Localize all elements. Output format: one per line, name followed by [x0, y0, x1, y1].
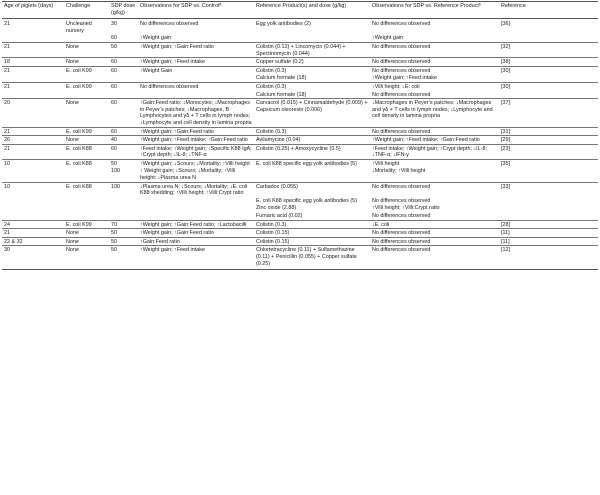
cell-obs-control: ↑Weight Gain: [138, 66, 254, 74]
cell-reference: [499, 212, 598, 220]
cell-reference: [30]: [499, 66, 598, 74]
cell-age: 30: [2, 246, 64, 270]
cell-obs-reference: No differences observed: [372, 91, 431, 98]
cell-obs-control: [138, 197, 254, 205]
cell-obs-control: ↑Weight gain; ↑Gain:Feed ratio: [138, 127, 254, 136]
cell-ref-product: Colistin (0.15): [254, 229, 370, 238]
cell-reference: [499, 204, 598, 212]
cell-challenge: E. coli K88: [64, 182, 109, 197]
table-header: [2, 2, 598, 19]
cell-age: 10: [2, 159, 64, 167]
cell-obs-reference: No differences observed: [372, 197, 431, 204]
cell-challenge: None: [64, 58, 109, 67]
table-row: [2, 66, 598, 74]
header-age: Age of piglets (days): [2, 2, 64, 19]
table-row: [2, 159, 598, 167]
cell-challenge: [64, 212, 109, 220]
table-row: [2, 182, 598, 197]
cell-obs-reference: No differences observed: [372, 21, 431, 28]
cell-challenge: [64, 74, 109, 82]
cell-dose: [109, 197, 138, 205]
cell-ref-product: Colistin (0.3): [254, 220, 370, 229]
cell-obs-reference: ↑Weight gain; ↑Feed intake; ↑Gain:Feed ratio: [370, 136, 499, 145]
header-sdp-dose: SDP dose (g/kg): [109, 2, 138, 19]
cell-obs-reference: No differences observed: [370, 127, 499, 136]
cell-age: 21: [4, 21, 10, 28]
cell-reference: [29]: [499, 136, 598, 145]
table-row: [2, 58, 598, 67]
cell-reference: [499, 74, 598, 82]
cell-ref-product: Fumaric acid (0.02): [256, 213, 303, 220]
cell-dose: 60: [109, 58, 138, 67]
cell-ref-product: Calcium formate (18): [256, 75, 307, 82]
cell-obs-control: [138, 204, 254, 212]
cell-dose: 50: [109, 42, 138, 57]
table-row: [2, 82, 598, 90]
cell-dose: [109, 204, 138, 212]
cell-ref-product: Carvacrol (0.015) + Cinnamaldehyde (0.009) + Capsicum oleoresin (0.006): [254, 99, 370, 127]
cell-challenge: None: [64, 136, 109, 145]
cell-age: [2, 212, 64, 220]
header-observations-reference: Observations for SDP vs. Reference Productᵇ: [370, 2, 499, 19]
cell-ref-product: E. coli K88 specific egg yolk antibodies (5): [256, 197, 357, 204]
cell-dose: 100: [111, 168, 120, 175]
cell-age: 18: [2, 58, 64, 67]
table-row: [2, 197, 598, 205]
cell-obs-control: ↑Weight gain; ↑Gain:Feed ratio: [138, 229, 254, 238]
cell-obs-control: ↓Plasma urea N; ↓Scours; ↓Mortality; ↓E. coli K88 shedding; ↑Villi height; ↑Villi:Crypt ratio: [138, 182, 254, 197]
cell-challenge: E. coli K99: [64, 66, 109, 74]
cell-challenge: [64, 197, 109, 205]
cell-dose: 60: [109, 99, 138, 127]
cell-reference: [38]: [499, 58, 598, 67]
cell-reference: [499, 91, 598, 99]
cell-challenge: None: [64, 42, 109, 57]
cell-age: [2, 167, 64, 182]
cell-age: 21: [2, 144, 64, 159]
cell-age: 26: [2, 136, 64, 145]
cell-reference: [28]: [499, 220, 598, 229]
cell-dose: 60: [109, 144, 138, 159]
cell-ref-product: Chlortetracycline (0.11) + Sulfamethazine (0.11) + Penicillin (0.055) + Copper sulfate (0.25): [254, 246, 370, 270]
cell-reference: [499, 167, 598, 182]
cell-dose: 50: [109, 237, 138, 246]
cell-dose: 70: [109, 220, 138, 229]
cell-obs-reference: No differences observed: [370, 246, 499, 270]
cell-obs-reference: No differences observed: [370, 237, 499, 246]
results-table: [2, 1, 598, 270]
cell-obs-control: [138, 91, 254, 99]
cell-obs-control: ↑Weight gain: [140, 35, 172, 42]
cell-dose: 100: [109, 182, 138, 197]
cell-ref-product: Colistin (0.3): [254, 82, 370, 90]
table-row: [2, 34, 598, 42]
cell-ref-product: [254, 34, 370, 42]
cell-ref-product: E. coli K88 specific egg yolk antibodies (5): [254, 159, 370, 167]
cell-reference: [11]: [499, 237, 598, 246]
cell-obs-control: ↑Weight gain; ↑Gain:Feed ratio: [138, 42, 254, 57]
cell-dose: [109, 212, 138, 220]
cell-age: [2, 74, 64, 82]
cell-reference: [37]: [499, 99, 598, 127]
table-row: [2, 229, 598, 238]
cell-obs-control: No differences observed: [138, 82, 254, 90]
cell-reference: [36]: [501, 21, 510, 28]
header-observations-control: Observations for SDP vs. Controlª: [138, 2, 254, 19]
table-row: [2, 212, 598, 220]
cell-ref-product: Colistin (0.15): [254, 237, 370, 246]
table-row: [2, 204, 598, 212]
cell-age: 21: [2, 82, 64, 90]
cell-age: [2, 91, 64, 99]
cell-ref-product: Colistin (0.3): [254, 66, 370, 74]
cell-obs-reference: ↑Villi height; ↓E. coli: [370, 82, 499, 90]
cell-obs-reference: ↑Villi height; ↑Villi:Crypt ratio: [372, 205, 440, 212]
cell-obs-control: [138, 74, 254, 82]
cell-dose: 50: [109, 246, 138, 270]
cell-dose: 60: [109, 66, 138, 74]
cell-age: 20: [2, 99, 64, 127]
table-row: [2, 19, 598, 35]
cell-dose: 60: [109, 82, 138, 90]
cell-age: 21: [2, 229, 64, 238]
cell-obs-control: ↑Weight gain; ↑Feed intake; ↑Gain:Feed ratio: [138, 136, 254, 145]
cell-age: 10: [2, 182, 64, 197]
cell-ref-product: Zinc oxide (2.88): [256, 205, 297, 212]
cell-challenge: None: [64, 99, 109, 127]
cell-challenge: E. coli K99: [64, 82, 109, 90]
cell-challenge: [64, 34, 109, 42]
table-row: [2, 167, 598, 182]
cell-obs-reference: No differences observed: [372, 213, 431, 220]
cell-dose: 50: [109, 229, 138, 238]
cell-age: 21: [2, 66, 64, 74]
cell-reference: [499, 197, 598, 205]
cell-obs-reference: ↓Mortality; ↑Villi height: [372, 168, 426, 175]
cell-obs-control: ↑Weight gain; ↓Scours; ↓Mortality; ↑Villi height: [138, 159, 254, 167]
cell-ref-product: Colistin (0.3): [254, 127, 370, 136]
cell-challenge: E. coli K99: [64, 127, 109, 136]
cell-obs-control: ↑Gain:Feed ratio: [138, 237, 254, 246]
cell-age: 24: [2, 220, 64, 229]
cell-obs-control: ↑Weight gain; ↑Feed intake: [138, 58, 254, 67]
header-reference: Reference: [499, 2, 598, 19]
cell-challenge: [64, 91, 109, 99]
cell-age: [2, 34, 64, 42]
header-reference-product: Reference Product(s) and dose (g/kg): [254, 2, 370, 19]
cell-age: [2, 197, 64, 205]
cell-obs-control: [138, 212, 254, 220]
table-row: [2, 74, 598, 82]
cell-obs-reference: No differences observed: [370, 58, 499, 67]
cell-ref-product: Carbadox (0.055): [254, 182, 370, 197]
table-row: [2, 127, 598, 136]
table-body: [2, 19, 598, 270]
cell-age: 21: [2, 42, 64, 57]
cell-obs-reference: ↓Macrophages in Peyer’s patches; ↓Macrophages and γδ + T cells in lymph nodes; ↓Lymphocyte and cell density in lamina propria: [370, 99, 499, 127]
table-row: [2, 220, 598, 229]
table-row: [2, 42, 598, 57]
cell-challenge: None: [64, 237, 109, 246]
cell-obs-reference: ↓E. coli: [370, 220, 499, 229]
cell-ref-product: Colistin (0.12) + Lincomycin (0.044) + Spectinomycin (0.044): [254, 42, 370, 57]
table-row: [2, 99, 598, 127]
cell-dose: 30: [111, 21, 117, 28]
cell-obs-reference: ↑Feed intake; ↑Weight gain; ↑Crypt depth; ↓IL-8; ↓TNF-α; ↓IFN-γ: [370, 144, 499, 159]
cell-challenge: Uncleaned nursery: [66, 21, 92, 34]
cell-challenge: E. coli K88: [64, 159, 109, 167]
cell-obs-reference: No differences observed: [370, 66, 499, 74]
cell-reference: [23]: [499, 144, 598, 159]
cell-obs-control: ↑Feed intake; ↑Weight gain; ↓Specific K88 IgA; ↑Crypt depth; ↓IL-8; ↓TNF-α: [138, 144, 254, 159]
cell-challenge: E. coli K88: [64, 144, 109, 159]
cell-obs-reference: No differences observed: [370, 182, 499, 197]
cell-ref-product: Avilamycine (0.04): [254, 136, 370, 145]
cell-dose: 50: [109, 159, 138, 167]
cell-ref-product: [254, 167, 370, 182]
cell-challenge: [64, 204, 109, 212]
cell-reference: [30]: [499, 82, 598, 90]
cell-age: 22 & 32: [2, 237, 64, 246]
table-row: [2, 237, 598, 246]
cell-ref-product: Colistin (0.25) + Amoxycycline (0.5): [254, 144, 370, 159]
table-row: [2, 144, 598, 159]
cell-obs-reference: ↑Weight gain; ↑Feed intake: [372, 75, 437, 82]
table-row: [2, 246, 598, 270]
cell-obs-reference: No differences observed: [370, 229, 499, 238]
header-challenge: Challenge: [64, 2, 109, 19]
cell-reference: [31]: [499, 127, 598, 136]
cell-reference: [11]: [499, 229, 598, 238]
cell-dose: 60: [111, 35, 117, 42]
cell-obs-control: ↑Gain:Feed ratio; ↓Monocytes; ↓Macrophages in Peyer’s patches; ↓Macrophages, B Lymphocytes and γδ + T cells in lymph nodes; ↓Lymphocyte and cell density in lamina propria: [138, 99, 254, 127]
cell-obs-reference: ↑Villi height: [370, 159, 499, 167]
cell-age: 21: [2, 127, 64, 136]
cell-obs-control: ↑Weight gain; ↑Feed intake: [138, 246, 254, 270]
cell-reference: [12]: [499, 246, 598, 270]
cell-reference: [499, 34, 598, 42]
cell-challenge: E. coli K99: [64, 220, 109, 229]
cell-ref-product: Copper sulfate (0.2): [254, 58, 370, 67]
cell-challenge: None: [64, 246, 109, 270]
cell-ref-product: Egg yolk antibodies (2): [256, 21, 311, 28]
cell-obs-reference: ↑Weight gain: [372, 35, 404, 42]
table-row: [2, 91, 598, 99]
cell-challenge: [64, 167, 109, 182]
cell-reference: [33]: [499, 182, 598, 197]
cell-dose: [109, 74, 138, 82]
header-row: [2, 2, 598, 19]
cell-age: [2, 204, 64, 212]
cell-reference: [32]: [499, 42, 598, 57]
cell-obs-reference: No differences observed: [370, 42, 499, 57]
cell-dose: 40: [109, 136, 138, 145]
cell-challenge: None: [64, 229, 109, 238]
cell-obs-control: No differences observed: [140, 21, 199, 28]
cell-obs-control: ↑Weight gain; ↑Gain:Feed ratio; ↑Lactobacilli: [138, 220, 254, 229]
cell-reference: [35]: [499, 159, 598, 167]
cell-ref-product: Calcium formate (18): [256, 91, 307, 98]
cell-obs-control: ↑ Weight gain; ↓Scours; ↓Mortality; ↑Villi height; ↓Plasma urea N: [140, 168, 236, 182]
table-row: [2, 136, 598, 145]
cell-dose: 60: [109, 127, 138, 136]
cell-dose: [109, 91, 138, 99]
